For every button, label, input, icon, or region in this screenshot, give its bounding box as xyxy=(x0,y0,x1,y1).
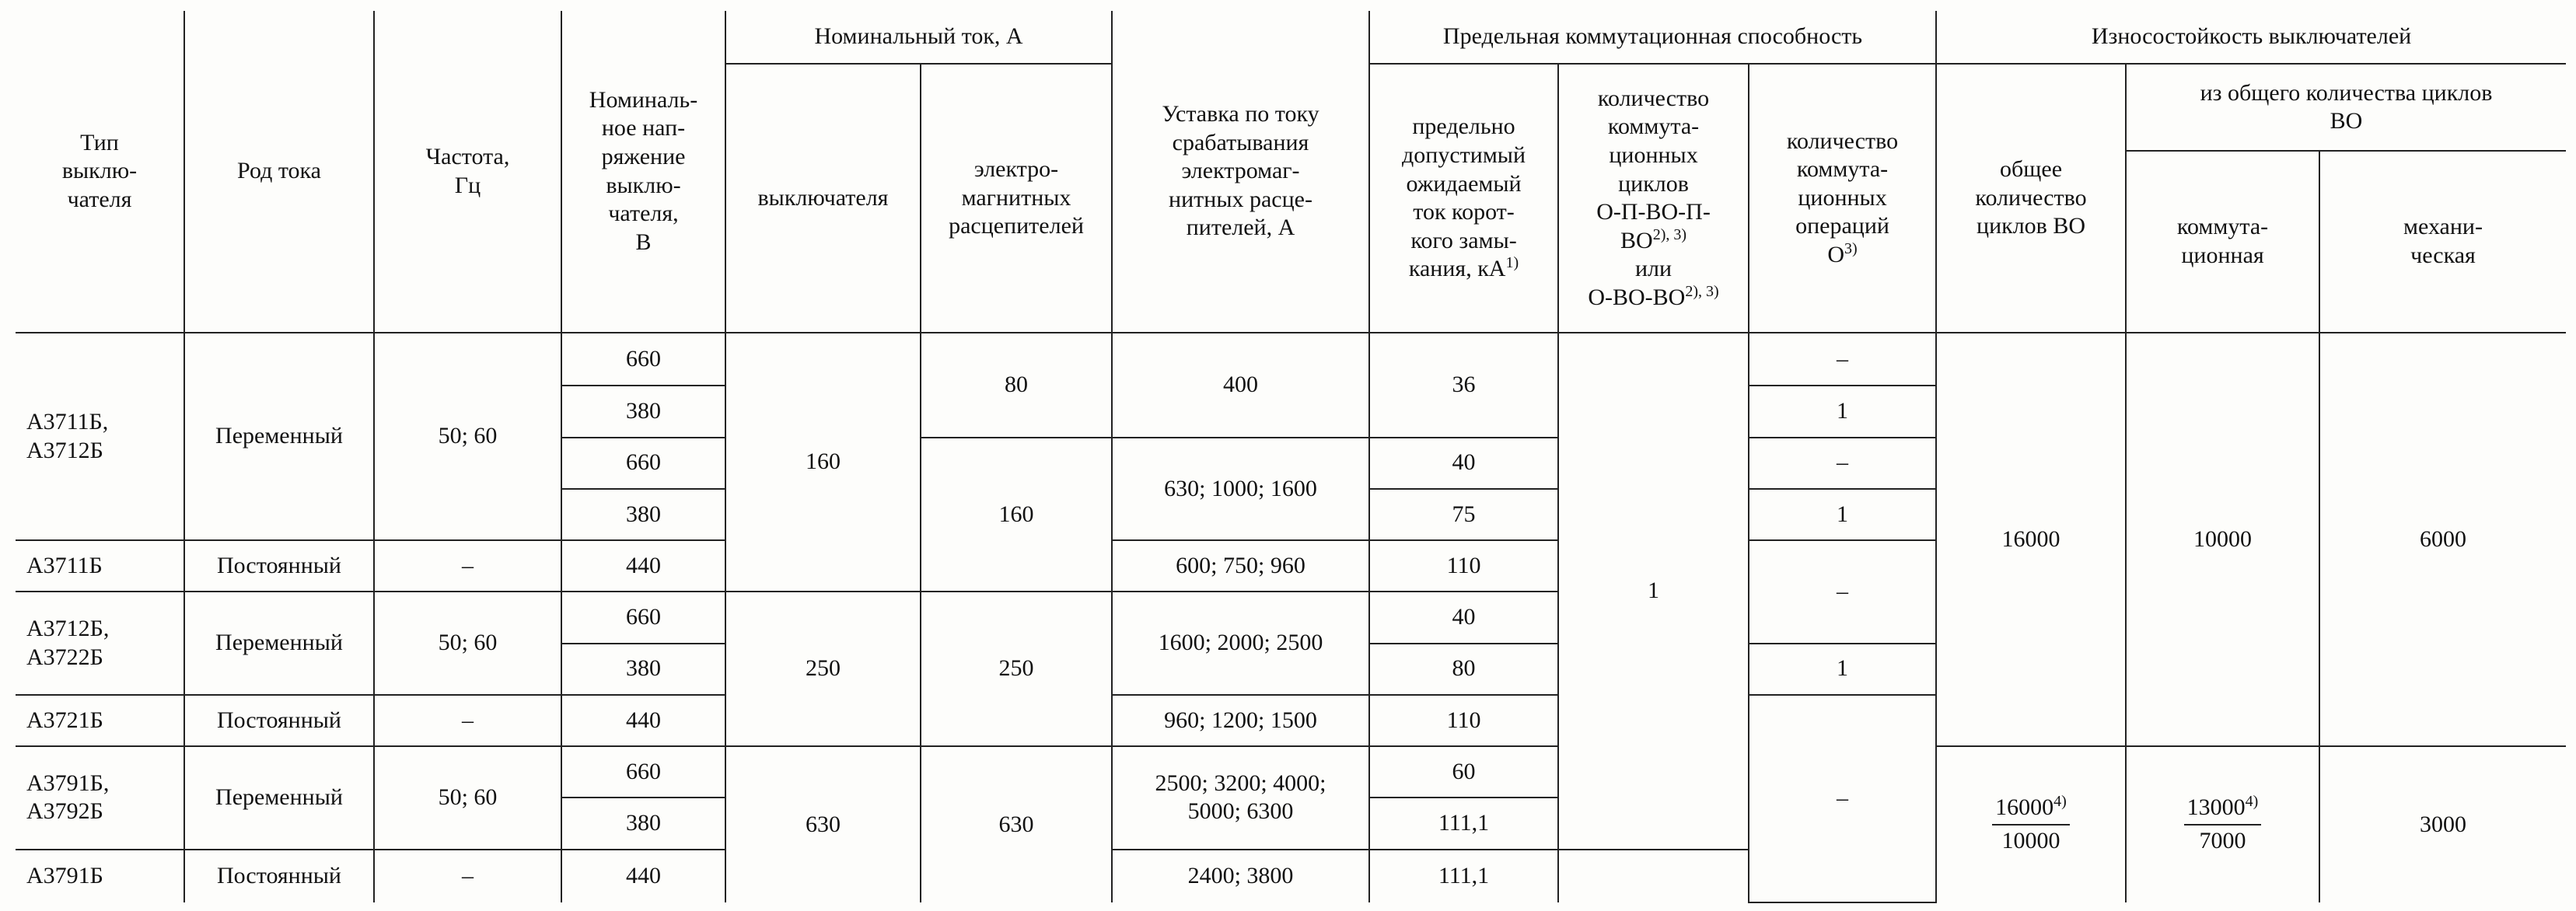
col-current-kind-header: Род тока xyxy=(184,11,374,333)
cell-setting: 600; 750; 960 xyxy=(1112,540,1369,592)
footnote-mark: 2), 3) xyxy=(1652,225,1687,243)
col-mechanical-header: механи- ческая xyxy=(2319,151,2566,333)
cell-setting: 1600; 2000; 2500 xyxy=(1112,592,1369,695)
cell-voltage: 380 xyxy=(561,644,725,695)
cell-operations: – xyxy=(1749,695,1936,902)
cell-voltage: 660 xyxy=(561,592,725,643)
cell-switching xyxy=(2126,746,2319,902)
cell-rated-release: 160 xyxy=(921,438,1112,592)
footnote-mark: 4) xyxy=(2053,793,2067,811)
cell-voltage: 380 xyxy=(561,798,725,849)
footnote-mark: 1) xyxy=(1505,254,1519,272)
cell-operations: 1 xyxy=(1749,644,1936,695)
breaker-spec-table xyxy=(16,11,2566,903)
cell-short-circuit: 111,1 xyxy=(1369,798,1558,849)
col-rated-breaker-header: выключателя xyxy=(725,64,921,333)
footnote-mark: 4) xyxy=(2245,793,2259,811)
cell-operations: 1 xyxy=(1749,489,1936,540)
col-breaking-capacity-header: Предельная коммутационная способность xyxy=(1369,11,1936,64)
cell-rated-release: 80 xyxy=(921,333,1112,438)
cell-switching: 10000 xyxy=(2126,333,2319,746)
cell-setting: 2400; 3800 xyxy=(1112,850,1369,902)
cell-short-circuit: 40 xyxy=(1369,592,1558,643)
table-row xyxy=(16,746,2566,798)
cell-frequency: 50; 60 xyxy=(374,592,561,695)
cell-frequency: – xyxy=(374,540,561,592)
cell-frequency: – xyxy=(374,850,561,902)
col-voltage-header: Номиналь- ное нап- ряжение выклю- чателя, В xyxy=(561,11,725,333)
col-frequency-header: Частота, Гц xyxy=(374,11,561,333)
cell-short-circuit: 60 xyxy=(1369,746,1558,798)
cell-setting: 2500; 3200; 4000; 5000; 6300 xyxy=(1112,746,1369,850)
cell-short-circuit: 36 xyxy=(1369,333,1558,438)
cell-type: А3791Б, А3792Б xyxy=(16,746,184,850)
cell-short-circuit: 110 xyxy=(1369,540,1558,592)
table-row xyxy=(16,333,2566,386)
cell-type: А3711Б xyxy=(16,540,184,592)
cell-operations: – xyxy=(1749,438,1936,489)
cell-total-cycles: 16000 xyxy=(1936,333,2126,746)
cell-setting: 400 xyxy=(1112,333,1369,438)
col-rated-release-header: электро- магнитных расцепителей xyxy=(921,64,1112,333)
cell-voltage: 660 xyxy=(561,438,725,489)
col-wear-header: Износостойкость выключателей xyxy=(1936,11,2566,64)
cell-type: А3712Б, А3722Б xyxy=(16,592,184,695)
cell-short-circuit: 40 xyxy=(1369,438,1558,489)
cell-rated-release: 250 xyxy=(921,592,1112,746)
col-setting-header: Уставка по току срабатывания электромаг- нитных расце- пителей, А xyxy=(1112,11,1369,333)
cell-operations: – xyxy=(1749,540,1936,644)
cell-current-kind: Постоянный xyxy=(184,695,374,746)
cell-current-kind: Постоянный xyxy=(184,850,374,902)
header-row-1 xyxy=(16,11,2566,64)
cell-current-kind: Постоянный xyxy=(184,540,374,592)
cell-setting: 960; 1200; 1500 xyxy=(1112,695,1369,746)
cell-operations: 1 xyxy=(1749,386,1936,437)
cell-voltage: 440 xyxy=(561,695,725,746)
cell-current-kind: Переменный xyxy=(184,592,374,695)
cell-rated-breaker: 250 xyxy=(725,592,921,746)
col-operations-header: количество коммута- ционных операций $О^{3)}$ xyxy=(1749,64,1936,333)
cell-frequency: 50; 60 xyxy=(374,333,561,540)
cell-voltage: 380 xyxy=(561,489,725,540)
cell-frequency: 50; 60 xyxy=(374,746,561,850)
cell-short-circuit: 75 xyxy=(1369,489,1558,540)
cell-voltage: 380 xyxy=(561,386,725,437)
cell-current-kind: Переменный xyxy=(184,333,374,540)
cell-short-circuit: 80 xyxy=(1369,644,1558,695)
cell-voltage: 660 xyxy=(561,333,725,386)
cell-rated-breaker: 630 xyxy=(725,746,921,902)
cell-voltage: 660 xyxy=(561,746,725,798)
cell-voltage: 440 xyxy=(561,540,725,592)
cell-voltage: 440 xyxy=(561,850,725,902)
cell-operations: – xyxy=(1749,333,1936,386)
fraction: $\frac{13000^{4)}}{7000}$ xyxy=(2184,794,2262,855)
footnote-mark: 2), 3) xyxy=(1685,282,1719,300)
fraction: $\frac{16000^{4)}}{10000}$ xyxy=(1992,794,2070,855)
cell-current-kind: Переменный xyxy=(184,746,374,850)
cell-rated-release: 630 xyxy=(921,746,1112,902)
col-cycles-header: количество коммута- ционных циклов О-П-ВО-П- $ВО^{2), 3)}$ или $О-ВО-ВО^{2), 3)}$ xyxy=(1558,64,1749,333)
cell-short-circuit: 110 xyxy=(1369,695,1558,746)
col-of-total-header: из общего количества циклов ВО xyxy=(2126,64,2566,151)
cell-rated-breaker: 160 xyxy=(725,333,921,592)
cell-cycles: 1 xyxy=(1558,333,1749,850)
cell-cycles-empty xyxy=(1558,850,1749,902)
cell-setting: 630; 1000; 1600 xyxy=(1112,438,1369,541)
cell-type: А3721Б xyxy=(16,695,184,746)
cell-type: А3791Б xyxy=(16,850,184,902)
col-total-cycles-header: общее количество циклов ВО xyxy=(1936,64,2126,333)
cell-mechanical: 6000 xyxy=(2319,333,2566,746)
col-type-header: Тип выклю- чателя xyxy=(16,11,184,333)
footnote-mark: 3) xyxy=(1844,240,1858,258)
col-switching-header: коммута- ционная xyxy=(2126,151,2319,333)
cell-total-cycles xyxy=(1936,746,2126,902)
cell-mechanical: 3000 xyxy=(2319,746,2566,902)
col-rated-current-header: Номинальный ток, А xyxy=(725,11,1112,64)
cell-short-circuit: 111,1 xyxy=(1369,850,1558,902)
col-short-circuit-header: предельно допустимый ожидаемый ток корот- кого замы- кания, $кА^{1)}$ xyxy=(1369,64,1558,333)
cell-type: А3711Б, А3712Б xyxy=(16,333,184,540)
cell-frequency: – xyxy=(374,695,561,746)
